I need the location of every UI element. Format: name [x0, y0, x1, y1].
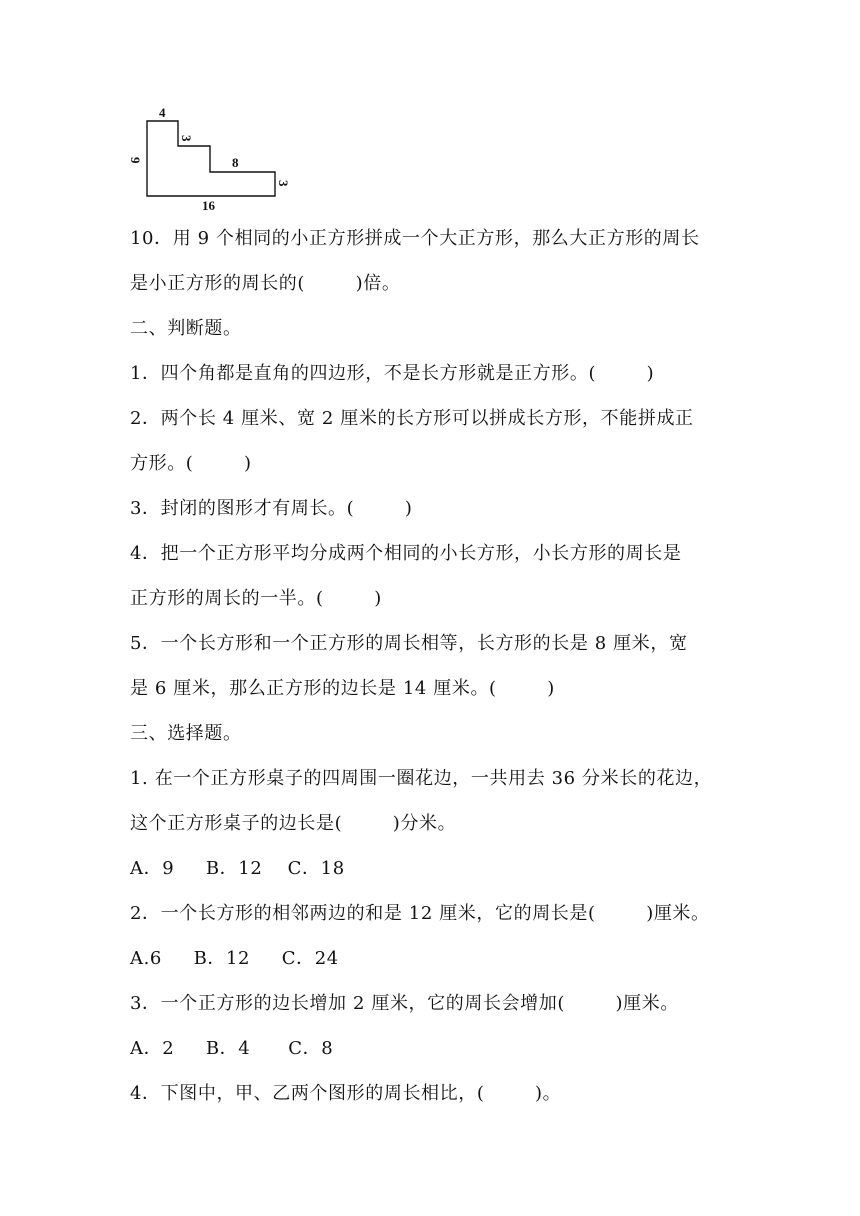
- choice-4-question: 4．下图中，甲、乙两个图形的周长相比，( )。: [130, 1083, 562, 1104]
- judgment-5-line-1: 5．一个长方形和一个正方形的周长相等，长方形的长是 8 厘米，宽: [130, 633, 688, 654]
- question-10-line-2: 是小正方形的周长的( )倍。: [130, 273, 401, 294]
- label-bottom: 16: [202, 198, 215, 213]
- judgment-5-line-2: 是 6 厘米，那么正方形的边长是 14 厘米。( ): [130, 678, 555, 699]
- judgment-1: 1．四个角都是直角的四边形，不是长方形就是正方形。( ): [130, 363, 655, 384]
- judgment-4-line-1: 4．把一个正方形平均分成两个相同的小长方形，小长方形的周长是: [130, 543, 682, 564]
- judgment-2-line-1: 2．两个长 4 厘米、宽 2 厘米的长方形可以拼成长方形，不能拼成正: [130, 408, 694, 429]
- section-heading-judgment: 二、判断题。: [130, 318, 242, 339]
- label-right: 3: [276, 180, 291, 187]
- choice-1-line-2: 这个正方形桌子的边长是( )分米。: [130, 813, 457, 834]
- label-mid: 8: [232, 155, 239, 170]
- choice-2-options: A.6 B．12 C．24: [130, 948, 339, 969]
- choice-1-line-1: 1. 在一个正方形桌子的四周围一圈花边，一共用去 36 分米长的花边，: [130, 768, 713, 789]
- judgment-2-line-2: 方形。( ): [130, 453, 252, 474]
- choice-3-options: A．2 B．4 C．8: [130, 1038, 334, 1059]
- label-top: 4: [159, 105, 166, 120]
- choice-2-question: 2．一个长方形的相邻两边的和是 12 厘米，它的周长是( )厘米。: [130, 903, 710, 924]
- judgment-3: 3．封闭的图形才有周长。( ): [130, 498, 413, 519]
- judgment-4-line-2: 正方形的周长的一半。( ): [130, 588, 382, 609]
- label-step1: 3: [179, 135, 194, 142]
- staircase-figure: [126, 102, 291, 213]
- choice-1-options: A．9 B．12 C．18: [130, 858, 345, 879]
- section-heading-choice: 三、选择题。: [130, 723, 242, 744]
- label-left: 9: [128, 157, 143, 164]
- staircase-outline: [147, 121, 275, 196]
- choice-3-question: 3．一个正方形的边长增加 2 厘米，它的周长会增加( )厘米。: [130, 993, 679, 1014]
- question-10-line-1: 10．用 9 个相同的小正方形拼成一个大正方形，那么大正方形的周长: [130, 228, 700, 249]
